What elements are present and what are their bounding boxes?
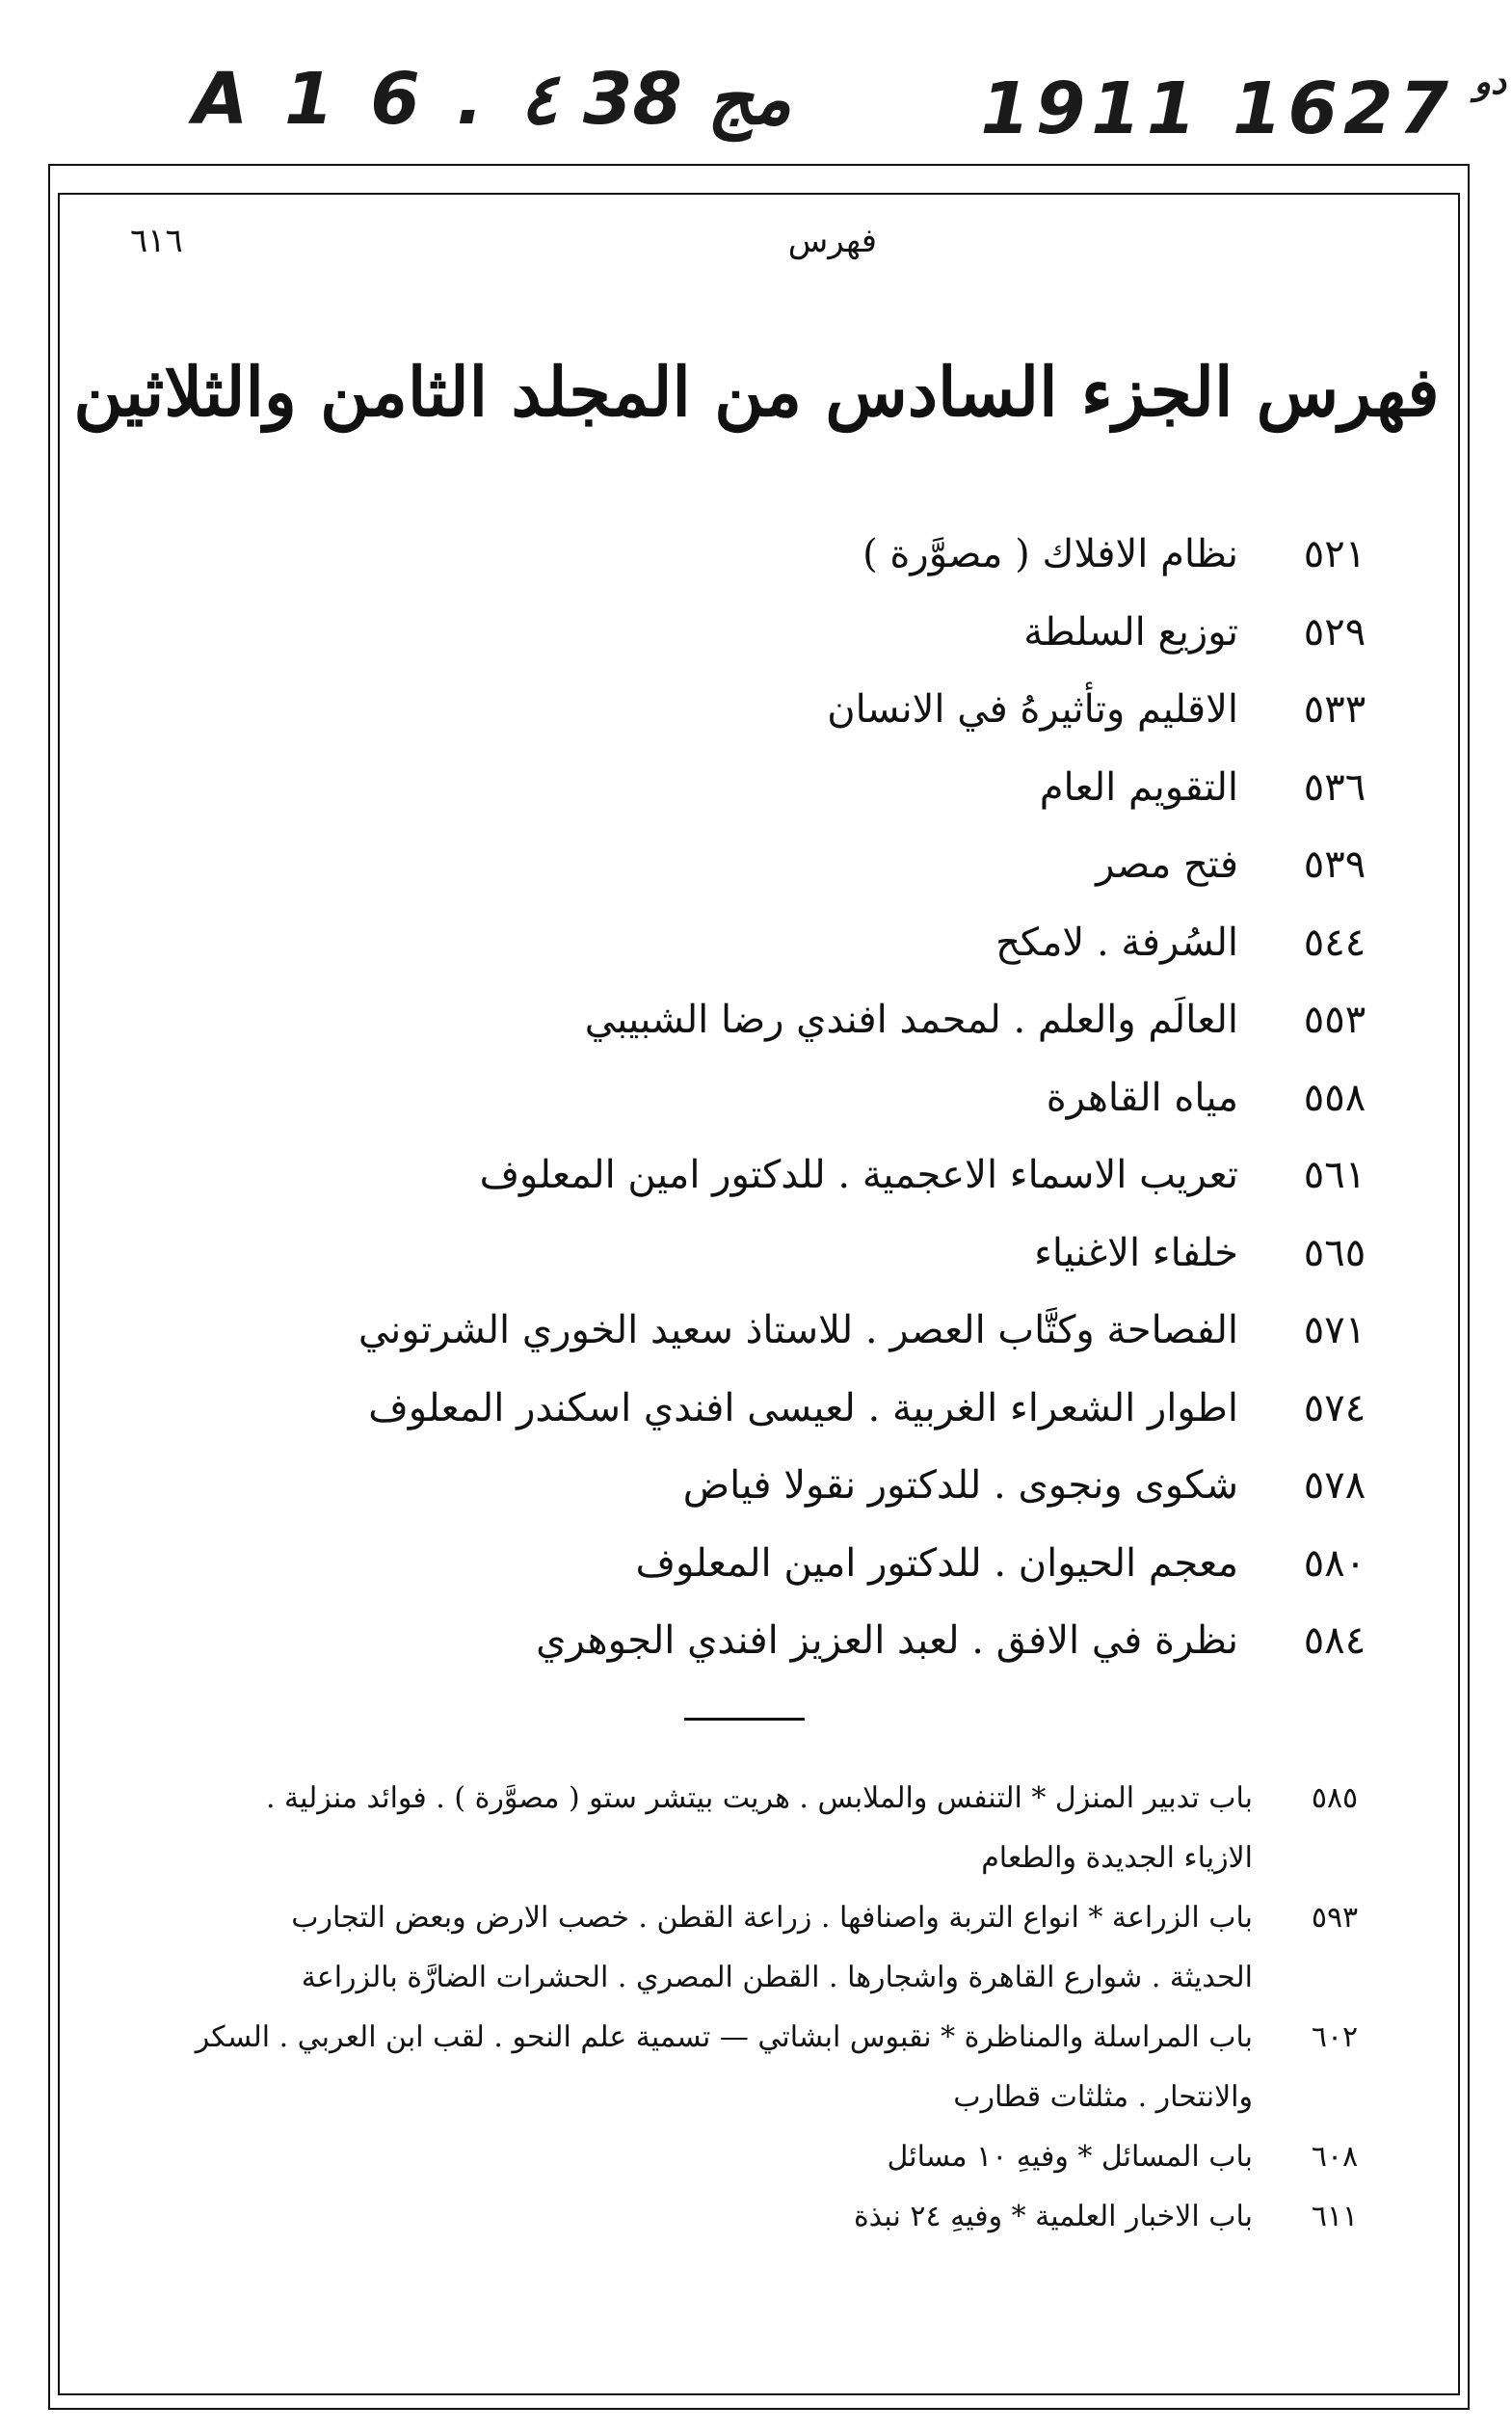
toc-page-number: ٥٧٨ [1303,1463,1366,1509]
toc-entry [111,1370,1393,1448]
section-line: باب الزراعة * انواع التربة واصنافها . زراعة القطن . خصب الارض وبعض التجارب [291,1901,1253,1935]
toc-entry [111,516,1393,594]
section-line: الازياء الجديدة والطعام [981,1841,1253,1875]
toc-page-number: ٥٥٨ [1303,1075,1366,1120]
section-line: باب المراسلة والمناظرة * نقبوس ابشاتي — تسمية علم النحو . لقب ابن العربي . السكر [195,2020,1253,2054]
section-entry [77,1769,1393,1888]
toc-entry [111,594,1393,672]
running-head [67,222,1446,270]
toc-entry [111,1215,1393,1293]
toc-entry-title: الفصاحة وكتَّاب العصر . للاستاذ سعيد الخوري الشرتوني [358,1308,1238,1353]
section-text [77,1888,1277,2008]
catalog-mark-right: 1911 1627 [980,67,1454,150]
section-page-number: ٦٠٨ [1311,2140,1359,2174]
index-page [67,202,1446,2386]
toc-entry-title: الاقليم وتأثيرهُ في الانسان [827,687,1238,733]
toc-entry [111,981,1393,1059]
section-page-number: ٥٨٥ [1311,1781,1359,1815]
toc-page-number: ٥٨٤ [1303,1618,1366,1664]
toc-page-number: ٥٣٣ [1303,687,1366,733]
sections-list [77,1769,1393,2247]
toc-entry-title: مياه القاهرة [1046,1075,1238,1120]
toc-entry-title: التقويم العام [1039,764,1238,810]
section-text [77,1769,1277,1888]
toc-entry [111,1525,1393,1603]
section-page-number: ٥٩٣ [1311,1901,1359,1935]
toc-entry [111,904,1393,982]
section-entry [77,2008,1393,2127]
section-text [77,2127,1277,2187]
index-title: فهرس الجزء السادس من المجلد الثامن والثلاثين [73,352,1440,432]
section-text [77,2008,1277,2127]
section-page-number: ٦١١ [1311,2200,1359,2233]
toc-page-number: ٥٣٦ [1303,764,1366,810]
section-text [77,2187,1277,2247]
toc-page-number: ٥٢٩ [1303,609,1366,654]
catalog-mark-left: A 1 6 . ٤ 38 مج [193,58,792,141]
toc-entry-title: خلفاء الاغنياء [1034,1230,1238,1275]
toc-entry-title: السُرفة . لامكح [995,920,1238,965]
toc-entry-title: اطوار الشعراء الغربية . لعيسى افندي اسكندر المعلوف [368,1385,1238,1430]
toc-entry-title: العالَم والعلم . لمحمد افندي رضا الشبيبي [584,998,1238,1043]
section-entry [77,1888,1393,2008]
toc-entry-title: نظرة في الافق . لعبد العزيز افندي الجوهري [536,1618,1238,1664]
toc-page-number: ٥٦١ [1303,1153,1366,1198]
toc-entry-title: شكوى ونجوى . للدكتور نقولا فياض [682,1463,1238,1509]
toc-entry [111,749,1393,827]
table-of-contents [111,516,1393,1680]
toc-page-number: ٥٧١ [1303,1308,1366,1353]
page-number: ٦١٦ [130,222,183,260]
running-title: فهرس [787,222,877,260]
section-line: الحديثة . شوارع القاهرة واشجارها . القطن المصري . الحشرات الضارَّة بالزراعة [301,1961,1253,1994]
toc-page-number: ٥٥٣ [1303,998,1366,1043]
toc-entry [111,1602,1393,1680]
catalog-mark-corner: دو [1473,63,1506,102]
toc-page-number: ٥٧٤ [1303,1385,1366,1430]
toc-page-number: ٥٦٥ [1303,1230,1366,1275]
toc-entry [111,1447,1393,1525]
section-line: والانتحار . مثلثات قطارب [953,2080,1253,2114]
toc-entry-title: معجم الحيوان . للدكتور امين المعلوف [635,1540,1238,1586]
section-line: باب المسائل * وفيهِ ١٠ مسائل [887,2140,1253,2174]
section-divider [684,1718,805,1721]
toc-page-number: ٥٨٠ [1303,1540,1366,1586]
toc-page-number: ٥٤٤ [1303,920,1366,965]
toc-entry [111,826,1393,904]
section-entry [77,2187,1393,2247]
toc-page-number: ٥٣٩ [1303,842,1366,888]
section-line: باب الاخبار العلمية * وفيهِ ٢٤ نبذة [853,2200,1253,2233]
toc-entry-title: تعريب الاسماء الاعجمية . للدكتور امين المعلوف [479,1153,1238,1198]
toc-entry-title: توزيع السلطة [1023,609,1238,654]
section-entry [77,2127,1393,2187]
section-page-number: ٦٠٢ [1311,2020,1359,2054]
toc-entry-title: فتح مصر [1096,842,1238,888]
toc-entry [111,1059,1393,1137]
section-line: باب تدبير المنزل * التنفس والملابس . هريت بيتشر ستو ( مصوَّرة ) . فوائد منزلية . [265,1781,1253,1815]
catalog-handwriting [0,39,1512,183]
toc-entry [111,1292,1393,1370]
toc-entry [111,1136,1393,1215]
toc-entry [111,671,1393,749]
toc-entry-title: نظام الافلاك ( مصوَّرة ) [862,532,1238,577]
toc-page-number: ٥٢١ [1303,532,1366,577]
